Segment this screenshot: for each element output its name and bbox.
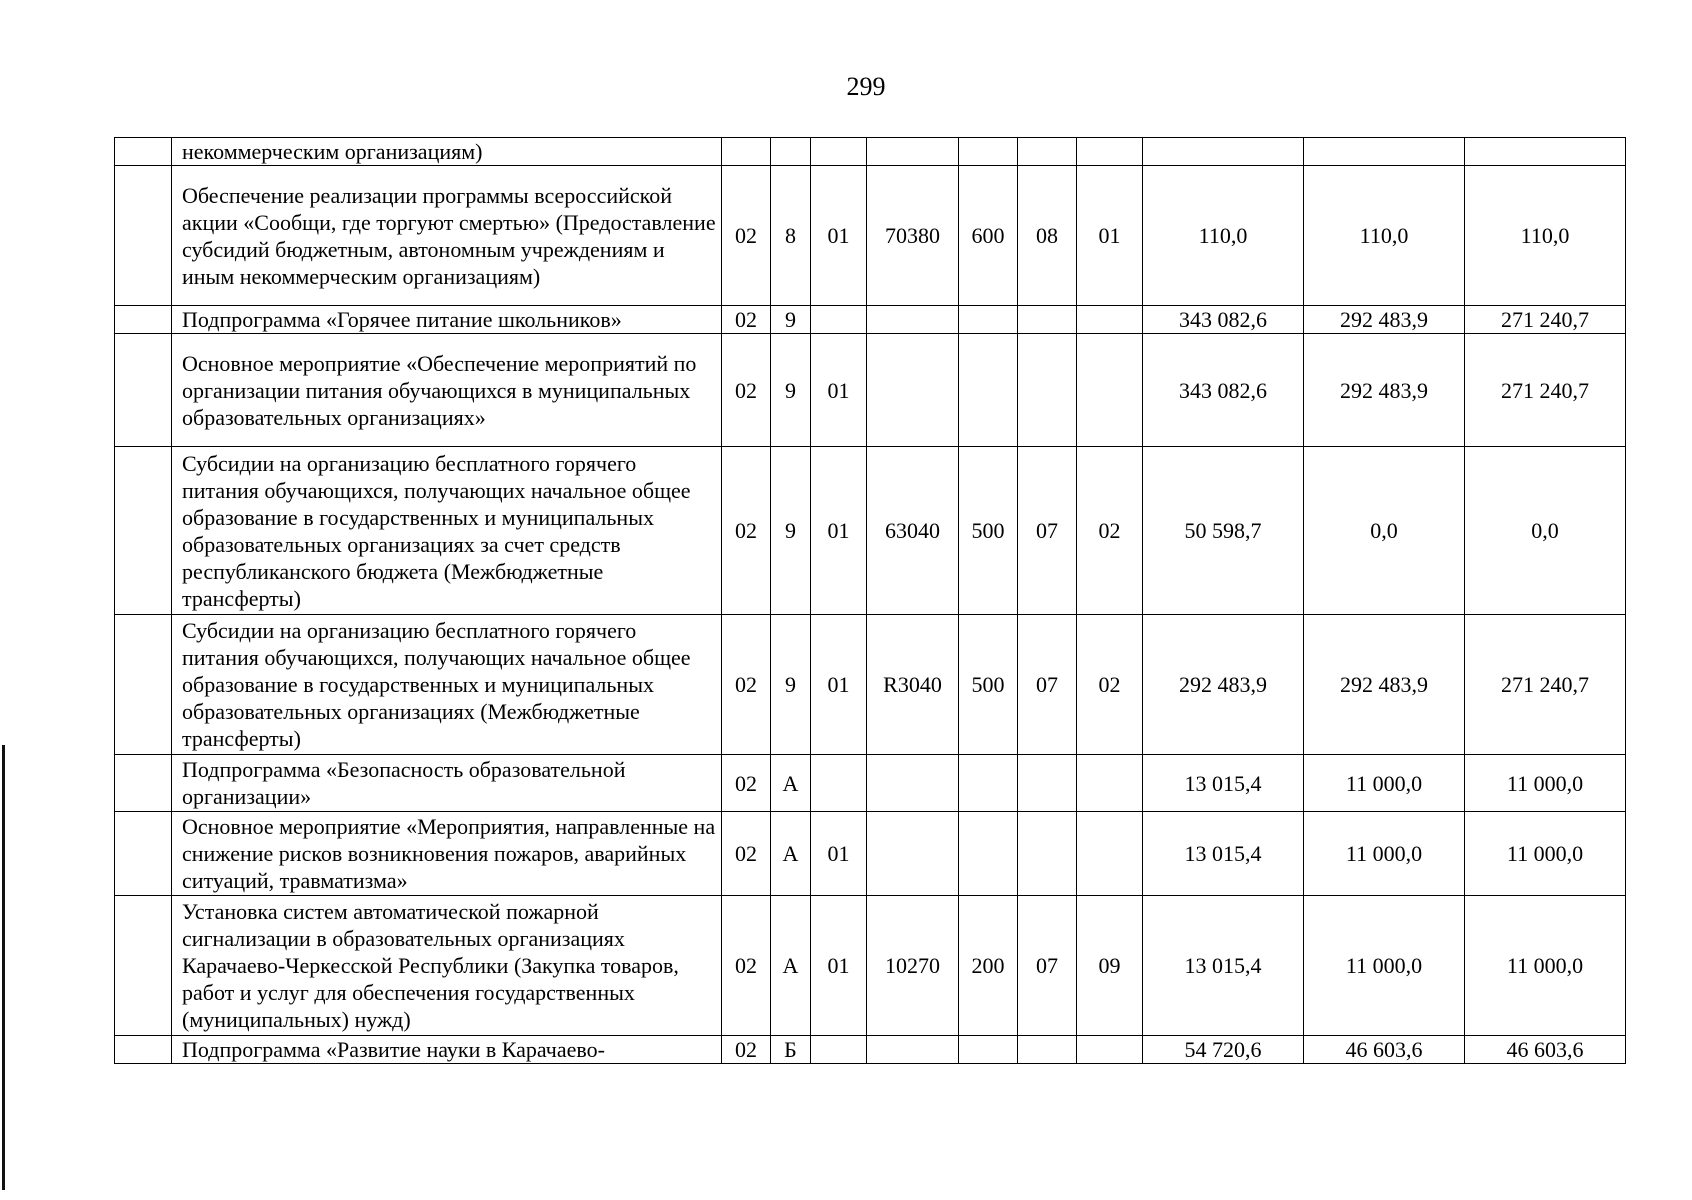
row-name-cell: некоммерческим организациям) [172, 138, 722, 166]
table-row [115, 306, 1626, 334]
code-cell-c6 [1018, 334, 1077, 447]
code-cell-c1: 02 [722, 306, 771, 334]
amount-cell-v1: 50 598,7 [1143, 447, 1304, 615]
code-cell-c6 [1018, 812, 1077, 896]
row-name-cell: Подпрограмма «Безопасность образовательной организации» [172, 755, 722, 812]
amount-cell-v2 [1304, 138, 1465, 166]
amount-cell-v2: 0,0 [1304, 447, 1465, 615]
scan-edge-mark [2, 745, 5, 1190]
code-cell-c7 [1077, 1036, 1143, 1064]
code-cell-c7 [1077, 334, 1143, 447]
code-cell-c4 [867, 334, 959, 447]
code-cell-c3 [811, 1036, 867, 1064]
amount-cell-v3: 0,0 [1465, 447, 1626, 615]
code-cell-c3 [811, 138, 867, 166]
row-name-cell: Субсидии на организацию бесплатного горячего питания обучающихся, получающих начальное общее образование в государственных и муниципальных образовательных организациях за счет средств республиканского бюджета (Межбюджетные трансферты) [172, 447, 722, 615]
row-name-cell: Основное мероприятие «Мероприятия, направленные на снижение рисков возникновения пожаров, аварийных ситуаций, травматизма» [172, 812, 722, 896]
code-cell-c4: 10270 [867, 896, 959, 1036]
amount-cell-v3 [1465, 138, 1626, 166]
code-cell-c1: 02 [722, 447, 771, 615]
amount-cell-v3: 271 240,7 [1465, 306, 1626, 334]
code-cell-c3: 01 [811, 334, 867, 447]
code-cell-c6 [1018, 306, 1077, 334]
code-cell-c6 [1018, 138, 1077, 166]
table-row [115, 138, 1626, 166]
amount-cell-v2: 292 483,9 [1304, 306, 1465, 334]
code-cell-c7 [1077, 306, 1143, 334]
budget-table [114, 137, 1626, 1064]
code-cell-c7: 01 [1077, 166, 1143, 306]
amount-cell-v1 [1143, 138, 1304, 166]
row-name-cell: Обеспечение реализации программы всероссийской акции «Сообщи, где торгуют смертью» (Предоставление субсидий бюджетным, автономным учреждениям и иным некоммерческим организациям) [172, 166, 722, 306]
code-cell-c3: 01 [811, 447, 867, 615]
code-cell-c2: А [771, 896, 811, 1036]
code-cell-c5 [959, 306, 1018, 334]
row-index-cell [115, 447, 172, 615]
row-index-cell [115, 896, 172, 1036]
code-cell-c5 [959, 138, 1018, 166]
code-cell-c6: 08 [1018, 166, 1077, 306]
code-cell-c2: 9 [771, 447, 811, 615]
code-cell-c6: 07 [1018, 447, 1077, 615]
amount-cell-v1: 292 483,9 [1143, 615, 1304, 755]
code-cell-c1: 02 [722, 166, 771, 306]
row-index-cell [115, 306, 172, 334]
code-cell-c4 [867, 755, 959, 812]
code-cell-c2: 9 [771, 615, 811, 755]
code-cell-c4: 70380 [867, 166, 959, 306]
amount-cell-v3: 271 240,7 [1465, 334, 1626, 447]
code-cell-c4 [867, 1036, 959, 1064]
code-cell-c2: 9 [771, 306, 811, 334]
table-row [115, 896, 1626, 1036]
code-cell-c1: 02 [722, 615, 771, 755]
amount-cell-v3: 110,0 [1465, 166, 1626, 306]
table-row [115, 447, 1626, 615]
code-cell-c7 [1077, 138, 1143, 166]
code-cell-c6: 07 [1018, 615, 1077, 755]
code-cell-c5 [959, 755, 1018, 812]
code-cell-c7: 09 [1077, 896, 1143, 1036]
code-cell-c6: 07 [1018, 896, 1077, 1036]
row-name-cell: Подпрограмма «Развитие науки в Карачаево- [172, 1036, 722, 1064]
code-cell-c4 [867, 306, 959, 334]
code-cell-c2: 9 [771, 334, 811, 447]
code-cell-c7: 02 [1077, 447, 1143, 615]
code-cell-c3: 01 [811, 615, 867, 755]
code-cell-c7 [1077, 755, 1143, 812]
table-row [115, 812, 1626, 896]
code-cell-c7 [1077, 812, 1143, 896]
amount-cell-v1: 54 720,6 [1143, 1036, 1304, 1064]
row-name-cell: Основное мероприятие «Обеспечение мероприятий по организации питания обучающихся в муниципальных образовательных организациях» [172, 334, 722, 447]
row-index-cell [115, 755, 172, 812]
code-cell-c6 [1018, 1036, 1077, 1064]
code-cell-c1: 02 [722, 755, 771, 812]
amount-cell-v2: 110,0 [1304, 166, 1465, 306]
amount-cell-v1: 343 082,6 [1143, 306, 1304, 334]
amount-cell-v3: 46 603,6 [1465, 1036, 1626, 1064]
page-number: 299 [846, 72, 886, 101]
amount-cell-v2: 11 000,0 [1304, 896, 1465, 1036]
code-cell-c1 [722, 138, 771, 166]
amount-cell-v3: 11 000,0 [1465, 896, 1626, 1036]
row-name-cell: Подпрограмма «Горячее питание школьников» [172, 306, 722, 334]
code-cell-c2: 8 [771, 166, 811, 306]
amount-cell-v2: 292 483,9 [1304, 334, 1465, 447]
code-cell-c1: 02 [722, 896, 771, 1036]
code-cell-c1: 02 [722, 1036, 771, 1064]
code-cell-c4 [867, 138, 959, 166]
amount-cell-v1: 110,0 [1143, 166, 1304, 306]
code-cell-c3: 01 [811, 812, 867, 896]
code-cell-c4: 63040 [867, 447, 959, 615]
row-index-cell [115, 1036, 172, 1064]
code-cell-c3: 01 [811, 166, 867, 306]
code-cell-c1: 02 [722, 334, 771, 447]
row-index-cell [115, 334, 172, 447]
code-cell-c5 [959, 812, 1018, 896]
code-cell-c5 [959, 1036, 1018, 1064]
amount-cell-v1: 13 015,4 [1143, 812, 1304, 896]
code-cell-c5 [959, 334, 1018, 447]
code-cell-c4 [867, 812, 959, 896]
code-cell-c2 [771, 138, 811, 166]
code-cell-c3 [811, 306, 867, 334]
amount-cell-v2: 292 483,9 [1304, 615, 1465, 755]
amount-cell-v3: 11 000,0 [1465, 755, 1626, 812]
amount-cell-v2: 11 000,0 [1304, 755, 1465, 812]
amount-cell-v3: 271 240,7 [1465, 615, 1626, 755]
code-cell-c5: 600 [959, 166, 1018, 306]
row-name-cell: Субсидии на организацию бесплатного горячего питания обучающихся, получающих начальное общее образование в государственных и муниципальных образовательных организациях (Межбюджетные трансферты) [172, 615, 722, 755]
amount-cell-v1: 13 015,4 [1143, 755, 1304, 812]
amount-cell-v1: 343 082,6 [1143, 334, 1304, 447]
code-cell-c6 [1018, 755, 1077, 812]
code-cell-c5: 500 [959, 447, 1018, 615]
row-index-cell [115, 615, 172, 755]
code-cell-c2: А [771, 755, 811, 812]
table-row [115, 334, 1626, 447]
code-cell-c2: А [771, 812, 811, 896]
table-row [115, 1036, 1626, 1064]
code-cell-c5: 200 [959, 896, 1018, 1036]
code-cell-c3 [811, 755, 867, 812]
table-row [115, 166, 1626, 306]
amount-cell-v1: 13 015,4 [1143, 896, 1304, 1036]
table-row [115, 615, 1626, 755]
code-cell-c3: 01 [811, 896, 867, 1036]
amount-cell-v3: 11 000,0 [1465, 812, 1626, 896]
code-cell-c1: 02 [722, 812, 771, 896]
amount-cell-v2: 11 000,0 [1304, 812, 1465, 896]
row-name-cell: Установка систем автоматической пожарной сигнализации в образовательных организациях Карачаево-Черкесской Республики (Закупка товаров, работ и услуг для обеспечения государственных (муниципальных) нужд) [172, 896, 722, 1036]
amount-cell-v2: 46 603,6 [1304, 1036, 1465, 1064]
code-cell-c5: 500 [959, 615, 1018, 755]
code-cell-c7: 02 [1077, 615, 1143, 755]
row-index-cell [115, 138, 172, 166]
table-row [115, 755, 1626, 812]
code-cell-c2: Б [771, 1036, 811, 1064]
code-cell-c4: R3040 [867, 615, 959, 755]
row-index-cell [115, 812, 172, 896]
row-index-cell [115, 166, 172, 306]
